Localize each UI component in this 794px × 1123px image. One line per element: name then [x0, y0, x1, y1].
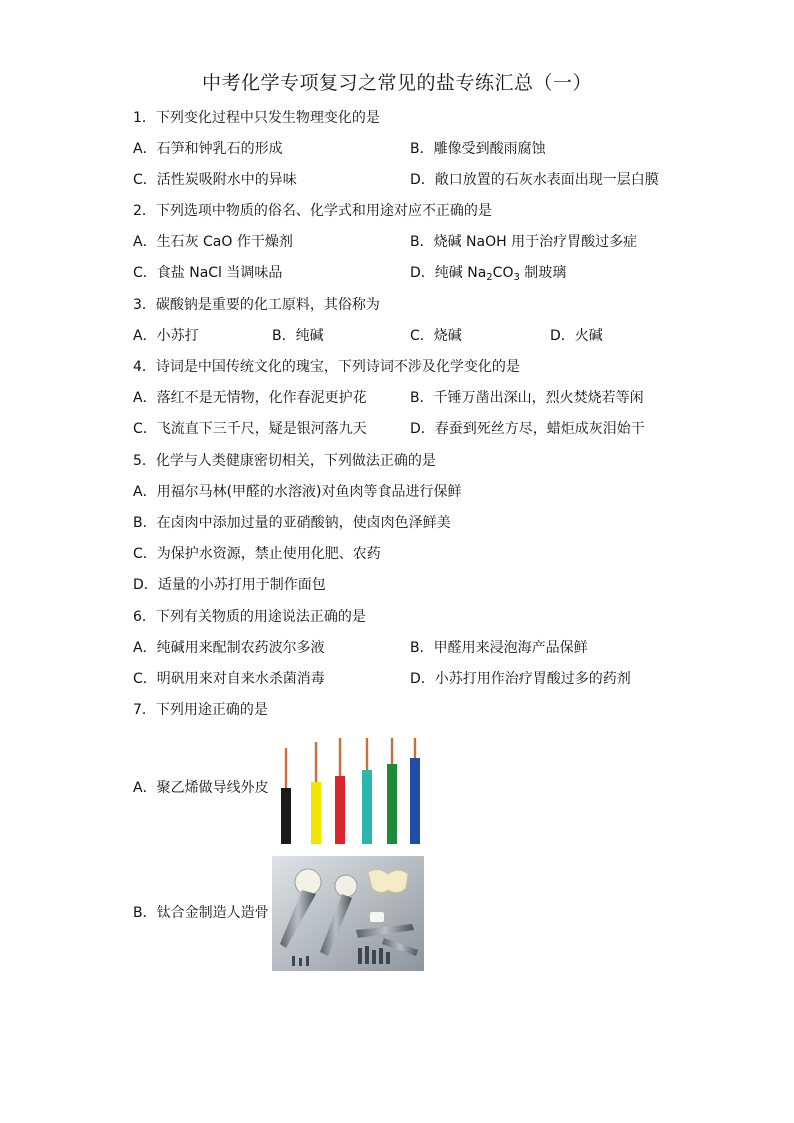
insulated-wires-image [272, 738, 424, 844]
copper-core [285, 748, 287, 792]
copper-core [366, 738, 368, 774]
question-6-stem: 6．下列有关物质的用途说法正确的是 [133, 609, 366, 625]
question-7-option-a: A．聚乙烯做导线外皮 [133, 780, 269, 796]
question-2-option-d [410, 264, 566, 282]
option-d-prefix: D．纯碱 Na [410, 265, 487, 281]
question-1-option-a: A．石笋和钟乳石的形成 [133, 141, 283, 157]
question-6-option-c: C．明矾用来对自来水杀菌消毒 [133, 671, 325, 687]
subscript-2: 2 [486, 272, 493, 283]
question-6-option-d: D．小苏打用作治疗胃酸过多的药剂 [410, 671, 631, 687]
question-1-option-d: D．敞口放置的石灰水表面出现一层白膜 [410, 172, 659, 188]
question-4-option-d: D．春蚕到死丝方尽，蜡炬成灰泪始干 [410, 421, 645, 437]
wire-sheath [311, 782, 321, 844]
question-1-option-b: B．雕像受到酸雨腐蚀 [410, 141, 546, 157]
option-d-formula: CO [492, 265, 514, 281]
wire-sheath [410, 758, 420, 844]
titanium-implants-image [272, 856, 424, 971]
question-2-option-c: C．食盐 NaCl 当调味品 [133, 265, 283, 281]
question-1-option-c: C．活性炭吸附水中的异味 [133, 172, 297, 188]
question-3-option-a: A．小苏打 [133, 328, 199, 344]
wire-sheath [335, 776, 345, 844]
titanium-implants-illustration [272, 856, 424, 971]
question-1-stem: 1．下列变化过程中只发生物理变化的是 [133, 110, 380, 126]
question-5-option-d: D．适量的小苏打用于制作面包 [133, 577, 326, 593]
small-block [370, 912, 384, 922]
copper-core [339, 738, 341, 780]
page-title: 中考化学专项复习之常见的盐专练汇总（一） [201, 72, 592, 94]
question-3-option-d: D．火碱 [550, 328, 603, 344]
question-3-option-c: C．烧碱 [410, 328, 462, 344]
question-4-option-c: C．飞流直下三千尺，疑是银河落九天 [133, 421, 367, 437]
question-4-stem: 4．诗词是中国传统文化的瑰宝，下列诗词不涉及化学变化的是 [133, 359, 520, 375]
question-6-option-b: B．甲醛用来浸泡海产品保鲜 [410, 640, 588, 656]
question-2-stem: 2．下列选项中物质的俗名、化学式和用途对应不正确的是 [133, 203, 492, 219]
question-2-option-a: A．生石灰 CaO 作干燥剂 [133, 234, 293, 250]
question-7-stem: 7．下列用途正确的是 [133, 702, 268, 718]
question-3-stem: 3．碳酸钠是重要的化工原料，其俗称为 [133, 297, 380, 313]
copper-core [315, 742, 317, 786]
question-5-option-b: B．在卤肉中添加过量的亚硝酸钠，使卤肉色泽鲜美 [133, 515, 451, 531]
subscript-3: 3 [513, 272, 520, 283]
question-3-option-b: B．纯碱 [272, 328, 324, 344]
option-d-suffix: 制玻璃 [519, 265, 567, 281]
question-7-option-b: B．钛合金制造人造骨 [133, 905, 269, 921]
question-2-option-b: B．烧碱 NaOH 用于治疗胃酸过多症 [410, 234, 638, 250]
femoral-head-ball-2 [335, 875, 357, 897]
wire-sheath [281, 788, 291, 844]
question-6-option-a: A．纯碱用来配制农药波尔多液 [133, 640, 325, 656]
question-4-option-a: A．落红不是无情物，化作春泥更护花 [133, 390, 367, 406]
question-5-option-c: C．为保护水资源，禁止使用化肥、农药 [133, 546, 381, 562]
femoral-head-ball-1 [295, 869, 321, 895]
wire-sheath [387, 764, 397, 844]
question-5-stem: 5．化学与人类健康密切相关，下列做法正确的是 [133, 453, 436, 469]
wire-sheath [362, 770, 372, 844]
copper-core [391, 738, 393, 768]
question-4-option-b: B．千锤万凿出深山，烈火焚烧若等闲 [410, 390, 644, 406]
question-5-option-a: A．用福尔马林(甲醛的水溶液)对鱼肉等食品进行保鲜 [133, 484, 462, 500]
insulated-wires-illustration [272, 738, 424, 844]
